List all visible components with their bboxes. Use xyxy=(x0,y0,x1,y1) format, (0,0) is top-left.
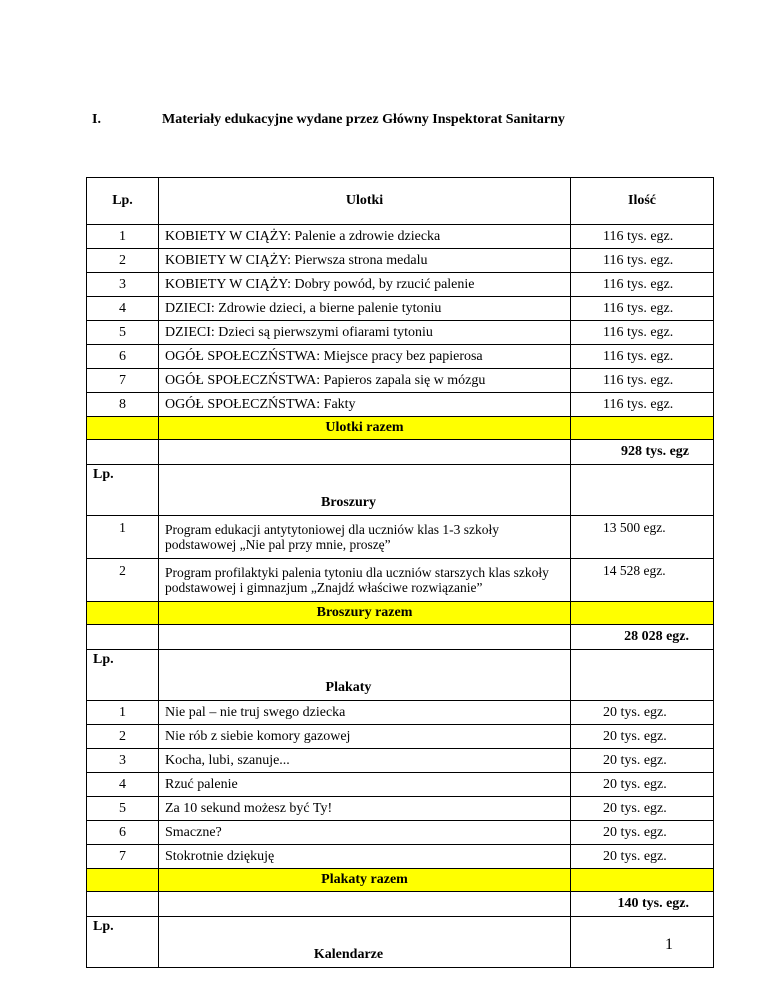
row-name: Nie pal – nie truj swego dziecka xyxy=(159,701,571,725)
row-name: OGÓŁ SPOŁECZŃSTWA: Miejsce pracy bez papierosa xyxy=(159,345,571,369)
table-row xyxy=(87,345,714,369)
row-name: KOBIETY W CIĄŻY: Palenie a zdrowie dziecka xyxy=(159,225,571,249)
empty-cell xyxy=(87,602,159,625)
row-lp: 1 xyxy=(87,225,159,249)
section-title-cell xyxy=(159,650,571,701)
empty-cell xyxy=(571,917,714,968)
row-lp: 4 xyxy=(87,773,159,797)
section-title: Plakaty xyxy=(325,680,372,695)
row-lp: 8 xyxy=(87,393,159,417)
table-row xyxy=(87,369,714,393)
row-qty: 13 500 egz. xyxy=(571,516,714,559)
broszury-section-row xyxy=(87,465,714,516)
section-lp: Lp. xyxy=(87,917,159,968)
row-qty: 20 tys. egz. xyxy=(571,725,714,749)
section-title: Materiały edukacyjne wydane przez Główny Inspektorat Sanitarny xyxy=(162,112,565,127)
table-row xyxy=(87,297,714,321)
row-name: KOBIETY W CIĄŻY: Dobry powód, by rzucić palenie xyxy=(159,273,571,297)
subtotal-value: 928 tys. egz xyxy=(571,440,714,465)
broszury-total-label-row xyxy=(87,602,714,625)
section-title: Kalendarze xyxy=(313,947,384,962)
table-row xyxy=(87,225,714,249)
subtotal-label: Plakaty razem xyxy=(159,869,571,892)
row-lp: 2 xyxy=(87,559,159,602)
empty-cell xyxy=(159,440,571,465)
empty-cell xyxy=(87,869,159,892)
empty-cell xyxy=(571,465,714,516)
table-row xyxy=(87,725,714,749)
row-lp: 6 xyxy=(87,345,159,369)
row-lp: 2 xyxy=(87,725,159,749)
subtotal-value: 28 028 egz. xyxy=(571,625,714,650)
row-name: Program edukacji antytytoniowej dla uczniów klas 1-3 szkoły podstawowej „Nie pal przy mnie, proszę” xyxy=(159,516,571,559)
section-lp: Lp. xyxy=(87,465,159,516)
empty-cell xyxy=(159,625,571,650)
subtotal-label: Broszury razem xyxy=(159,602,571,625)
table-row xyxy=(87,321,714,345)
empty-cell xyxy=(87,625,159,650)
plakaty-total-label-row xyxy=(87,869,714,892)
header-qty: Ilość xyxy=(571,178,714,225)
row-name: Rzuć palenie xyxy=(159,773,571,797)
row-lp: 6 xyxy=(87,821,159,845)
row-name: Program profilaktyki palenia tytoniu dla uczniów starszych klas szkoły podstawowej i gimnazjum „Znajdź właściwe rozwiązanie” xyxy=(159,559,571,602)
table-row xyxy=(87,797,714,821)
row-qty: 116 tys. egz. xyxy=(571,345,714,369)
ulotki-total-label-row xyxy=(87,417,714,440)
table-row xyxy=(87,273,714,297)
section-lp: Lp. xyxy=(87,650,159,701)
header-name: Ulotki xyxy=(159,178,571,225)
table-row xyxy=(87,393,714,417)
empty-cell xyxy=(571,602,714,625)
row-lp: 5 xyxy=(87,321,159,345)
row-qty: 20 tys. egz. xyxy=(571,797,714,821)
row-qty: 20 tys. egz. xyxy=(571,845,714,869)
table-row xyxy=(87,821,714,845)
table-row xyxy=(87,749,714,773)
empty-cell xyxy=(87,892,159,917)
table-row xyxy=(87,773,714,797)
empty-cell xyxy=(87,417,159,440)
row-qty: 116 tys. egz. xyxy=(571,369,714,393)
plakaty-total-row xyxy=(87,892,714,917)
row-lp: 5 xyxy=(87,797,159,821)
section-title-cell xyxy=(159,465,571,516)
header-lp: Lp. xyxy=(87,178,159,225)
kalendarze-section-row xyxy=(87,917,714,968)
row-lp: 2 xyxy=(87,249,159,273)
table-row xyxy=(87,701,714,725)
materials-table xyxy=(86,177,714,968)
row-name: Smaczne? xyxy=(159,821,571,845)
row-name: KOBIETY W CIĄŻY: Pierwsza strona medalu xyxy=(159,249,571,273)
ulotki-total-row xyxy=(87,440,714,465)
row-name: DZIECI: Dzieci są pierwszymi ofiarami tytoniu xyxy=(159,321,571,345)
page-number: 1 xyxy=(665,936,673,953)
row-name: Nie rób z siebie komory gazowej xyxy=(159,725,571,749)
row-qty: 116 tys. egz. xyxy=(571,321,714,345)
empty-cell xyxy=(87,440,159,465)
section-title: Broszury xyxy=(321,495,376,510)
row-lp: 3 xyxy=(87,273,159,297)
empty-cell xyxy=(571,650,714,701)
plakaty-section-row xyxy=(87,650,714,701)
subtotal-label: Ulotki razem xyxy=(159,417,571,440)
row-qty: 20 tys. egz. xyxy=(571,821,714,845)
row-name: Stokrotnie dziękuję xyxy=(159,845,571,869)
subtotal-value: 140 tys. egz. xyxy=(571,892,714,917)
empty-cell xyxy=(571,417,714,440)
row-lp: 3 xyxy=(87,749,159,773)
row-name: Kocha, lubi, szanuje... xyxy=(159,749,571,773)
row-qty: 20 tys. egz. xyxy=(571,749,714,773)
row-lp: 1 xyxy=(87,701,159,725)
section-title-cell xyxy=(159,917,571,968)
row-qty: 116 tys. egz. xyxy=(571,225,714,249)
table-row xyxy=(87,845,714,869)
table-row xyxy=(87,559,714,602)
section-number: I. xyxy=(92,112,101,127)
row-qty: 116 tys. egz. xyxy=(571,297,714,321)
row-qty: 20 tys. egz. xyxy=(571,701,714,725)
row-name: Za 10 sekund możesz być Ty! xyxy=(159,797,571,821)
row-qty: 116 tys. egz. xyxy=(571,273,714,297)
table-header-row xyxy=(87,178,714,225)
row-qty: 116 tys. egz. xyxy=(571,249,714,273)
row-lp: 7 xyxy=(87,369,159,393)
row-lp: 7 xyxy=(87,845,159,869)
empty-cell xyxy=(571,869,714,892)
broszury-total-row xyxy=(87,625,714,650)
row-name: OGÓŁ SPOŁECZŃSTWA: Papieros zapala się w mózgu xyxy=(159,369,571,393)
row-qty: 20 tys. egz. xyxy=(571,773,714,797)
row-name: DZIECI: Zdrowie dzieci, a bierne palenie tytoniu xyxy=(159,297,571,321)
row-lp: 4 xyxy=(87,297,159,321)
table-row xyxy=(87,516,714,559)
empty-cell xyxy=(159,892,571,917)
row-name: OGÓŁ SPOŁECZŃSTWA: Fakty xyxy=(159,393,571,417)
row-qty: 116 tys. egz. xyxy=(571,393,714,417)
row-qty: 14 528 egz. xyxy=(571,559,714,602)
row-lp: 1 xyxy=(87,516,159,559)
table-row xyxy=(87,249,714,273)
